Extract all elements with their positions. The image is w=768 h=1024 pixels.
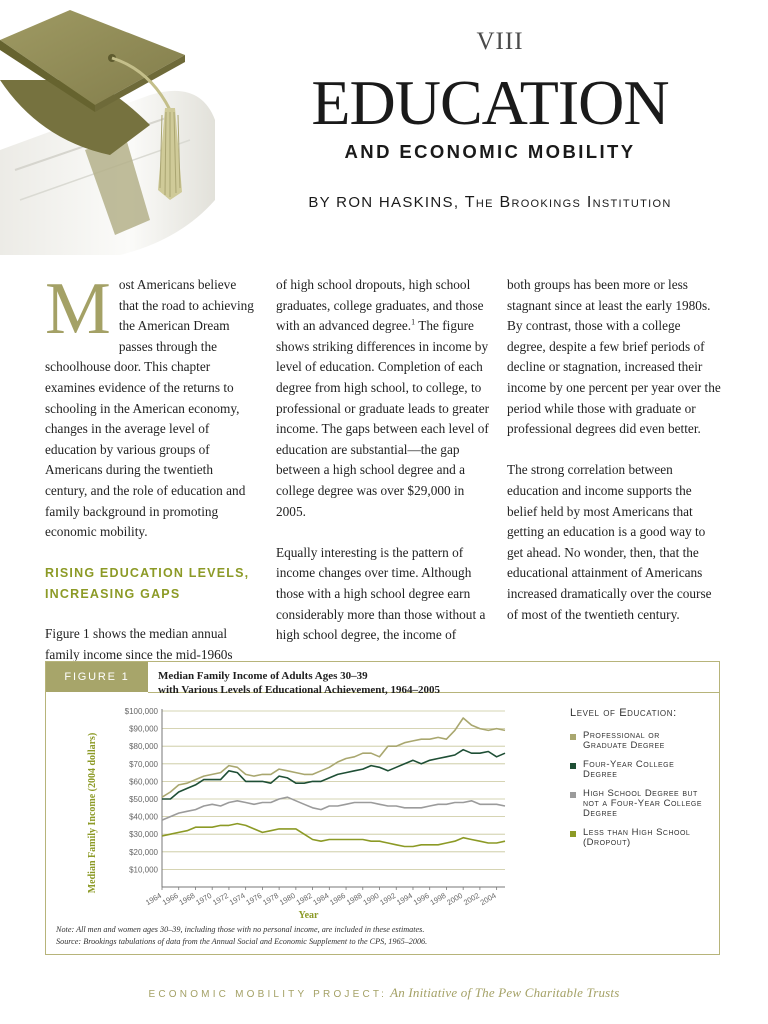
x-tick-label: 1978 bbox=[261, 890, 281, 908]
x-tick-label: 1990 bbox=[361, 890, 381, 908]
y-tick-label: $100,000 bbox=[124, 707, 158, 716]
chapter-title: EDUCATION bbox=[311, 67, 669, 138]
text-column-2 bbox=[276, 275, 490, 666]
x-tick-label: 1970 bbox=[194, 890, 214, 908]
y-tick-label: $10,000 bbox=[129, 865, 158, 875]
intro-paragraph-text: ost Americans believe that the road to achieving the American Dream passes through the schoolhouse door. This chapter examines evidence of the returns to schooling in the American economy, changes in the average level of education by various groups of Americans during the twentieth century, and the role of education and family background in promoting economic mobility. bbox=[45, 277, 254, 540]
figure-tab-label: FIGURE 1 bbox=[46, 662, 148, 692]
y-tick-label: $70,000 bbox=[129, 759, 158, 769]
chapter-subtitle: AND ECONOMIC MOBILITY bbox=[344, 141, 636, 162]
x-axis-title: Year bbox=[298, 910, 319, 921]
figure-title-line-1: Median Family Income of Adults Ages 30–39 bbox=[158, 670, 368, 682]
x-tick-label: 1986 bbox=[328, 890, 348, 908]
legend-label: Less than High School (Dropout) bbox=[583, 827, 691, 848]
y-tick-label: $20,000 bbox=[129, 847, 158, 857]
x-tick-label: 1974 bbox=[227, 890, 247, 908]
body-paragraph bbox=[276, 275, 490, 522]
byline-author: BY RON HASKINS, bbox=[308, 194, 460, 211]
x-tick-label: 1964 bbox=[144, 890, 163, 908]
y-tick-label: $80,000 bbox=[129, 742, 158, 752]
series-line-4 bbox=[162, 824, 505, 847]
legend-swatch bbox=[570, 734, 576, 740]
series-line-1 bbox=[162, 718, 505, 797]
chapter-number: VIII bbox=[476, 28, 524, 55]
x-tick-label: 1998 bbox=[428, 890, 448, 908]
graduation-cap-illustration bbox=[0, 0, 215, 255]
body-paragraph: both groups has been more or less stagnant since at least the early 1980s. By contrast, those with a college degree, despite a few brief periods of decline or stagnation, increased their income by one percent per year over the period while those with graduate or professional degrees did even better. bbox=[507, 277, 721, 437]
byline bbox=[260, 194, 720, 212]
x-tick-label: 2002 bbox=[461, 890, 481, 908]
y-tick-label: $30,000 bbox=[129, 830, 158, 840]
x-tick-label: 1984 bbox=[311, 890, 331, 908]
figure-title-line-2: with Various Levels of Educational Achievement, 1964–2005 bbox=[158, 684, 441, 696]
x-tick-label: 1976 bbox=[244, 890, 264, 908]
body-paragraph: The strong correlation between education and income supports the belief held by most Americans that getting an education is a good way to get ahead. No wonder, then, that the educational attainment of Americans increased dramatically over the course of most of the twentieth century. bbox=[507, 462, 712, 622]
legend-item bbox=[570, 789, 710, 819]
section-heading: RISING EDUCATION LEVELS, INCREASING GAPS bbox=[45, 566, 250, 602]
footnote-mark[interactable]: 1 bbox=[411, 317, 416, 327]
y-tick-label: $60,000 bbox=[129, 777, 158, 787]
figure-note-line: Note: All men and women ages 30–39, including those with no personal income, are included in these estimates. bbox=[56, 925, 425, 934]
footer-project-name: ECONOMIC MOBILITY PROJECT: bbox=[148, 989, 388, 1000]
legend-item bbox=[570, 760, 710, 780]
legend-items bbox=[570, 731, 710, 848]
x-tick-label: 1994 bbox=[395, 890, 414, 908]
body-paragraph: Figure 1 shows the median annual family income since the mid-1960s bbox=[45, 626, 233, 662]
x-tick-label: 2000 bbox=[445, 890, 465, 908]
legend-label: Professional or Graduate Degree bbox=[583, 730, 665, 751]
y-tick-label: $50,000 bbox=[129, 795, 158, 804]
x-tick-label: 1980 bbox=[277, 890, 297, 908]
x-tick-label: 1972 bbox=[210, 890, 230, 908]
x-tick-label: 1966 bbox=[160, 890, 180, 908]
body-paragraph-text: of high school dropouts, high school graduates, college graduates, and those with an advanced degree. bbox=[276, 277, 484, 334]
text-column-1 bbox=[45, 268, 257, 686]
chart-legend bbox=[570, 707, 710, 857]
x-tick-label: 1968 bbox=[177, 890, 197, 908]
figure-1 bbox=[45, 661, 720, 955]
text-column-3 bbox=[507, 275, 722, 646]
body-paragraph: Equally interesting is the pattern of income changes over time. Although those with a high school degree earn considerably more than those without a high school degree, the income of bbox=[276, 544, 486, 643]
y-tick-label: $90,000 bbox=[129, 724, 158, 734]
x-tick-label: 2004 bbox=[478, 890, 498, 908]
x-tick-label: 1982 bbox=[294, 890, 314, 908]
drop-cap: M bbox=[45, 268, 111, 350]
page-footer bbox=[0, 985, 768, 1001]
legend-label: High School Degree but not a Four-Year College Degree bbox=[583, 788, 702, 819]
figure-note bbox=[56, 924, 696, 948]
figure-source-line: Source: Brookings tabulations of data from the Annual Social and Economic Supplement to the CPS, 1965–2006. bbox=[56, 937, 428, 946]
legend-title: Level of Education: bbox=[570, 707, 677, 719]
legend-item bbox=[570, 731, 710, 751]
x-tick-label: 1988 bbox=[344, 890, 364, 908]
legend-swatch bbox=[570, 763, 576, 769]
y-axis-title: Median Family Income (2004 dollars) bbox=[87, 732, 98, 894]
intro-paragraph bbox=[45, 268, 257, 543]
legend-swatch bbox=[570, 792, 576, 798]
legend-label: Four-Year College Degree bbox=[583, 759, 675, 780]
body-paragraph-text: The figure shows striking differences in income by level of education. Completion of each degree from high school, to college, to professional or graduate leads to greater income. The gaps between each level of education are substantial—the gap between a high school degree and a college degree was over $29,000 in 2005. bbox=[276, 318, 490, 519]
footer-initiative: An Initiative of The Pew Charitable Trusts bbox=[390, 985, 620, 1000]
legend-item bbox=[570, 828, 710, 848]
byline-institution: The Brookings Institution bbox=[464, 194, 672, 211]
y-tick-label: $40,000 bbox=[129, 812, 158, 822]
x-tick-label: 1996 bbox=[411, 890, 431, 908]
legend-swatch bbox=[570, 831, 576, 837]
x-tick-label: 1992 bbox=[378, 890, 398, 908]
